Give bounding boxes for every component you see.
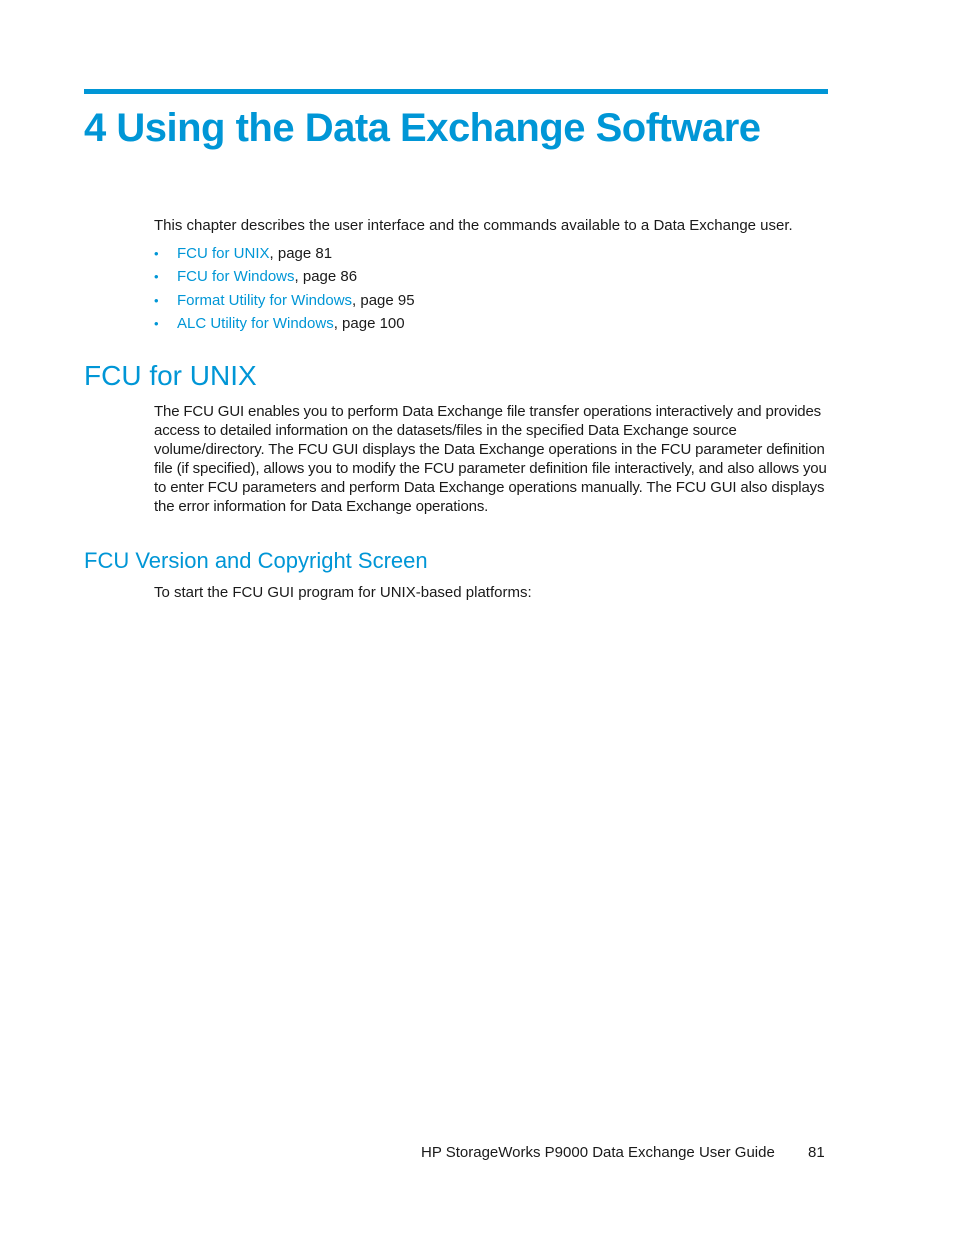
section-body: The FCU GUI enables you to perform Data Exchange file transfer operations interactively and provides access to detailed information on the datasets/files in the specified Data Exchange source volume/directory. The FCU GUI displays the Data Exchange operations in the FCU parameter definition file (if specified), allows you to modify the FCU parameter definition file interactively, and also allows you to enter FCU parameters and perform Data Exchange operations manually. The FCU GUI also displays the error information for Data Exchange operations.: [154, 403, 827, 515]
toc-item: [154, 313, 415, 336]
chapter-title: 4 Using the Data Exchange Software: [84, 106, 761, 150]
toc-item: [154, 290, 415, 313]
subsection-body: To start the FCU GUI program for UNIX-based platforms:: [154, 584, 532, 601]
chapter-top-rule: [84, 89, 828, 94]
bullet-icon: •: [154, 269, 159, 285]
footer-document-title: HP StorageWorks P9000 Data Exchange User Guide: [421, 1144, 775, 1161]
toc-page-ref: , page 86: [294, 268, 358, 286]
subsection-heading: FCU Version and Copyright Screen: [84, 548, 428, 573]
bullet-icon: •: [154, 246, 159, 261]
toc-link-fcu-unix[interactable]: FCU for UNIX: [177, 245, 270, 262]
chapter-toc-list: [154, 243, 415, 336]
toc-link-fcu-windows[interactable]: FCU for Windows: [177, 268, 295, 286]
section-heading: FCU for UNIX: [84, 360, 257, 391]
bullet-icon: •: [154, 315, 159, 331]
toc-item: [154, 243, 415, 266]
toc-page-ref: , page 95: [352, 291, 415, 309]
toc-page-ref: , page 100: [333, 314, 405, 332]
bullet-icon: •: [154, 292, 159, 308]
chapter-intro: This chapter describes the user interface and the commands available to a Data Exchange user.: [154, 217, 793, 234]
toc-link-format-utility[interactable]: Format Utility for Windows: [177, 291, 353, 309]
toc-item: [154, 266, 415, 289]
toc-link-alc-utility[interactable]: ALC Utility for Windows: [177, 314, 334, 332]
toc-page-ref: , page 81: [269, 245, 333, 262]
footer-page-number: 81: [808, 1144, 825, 1161]
